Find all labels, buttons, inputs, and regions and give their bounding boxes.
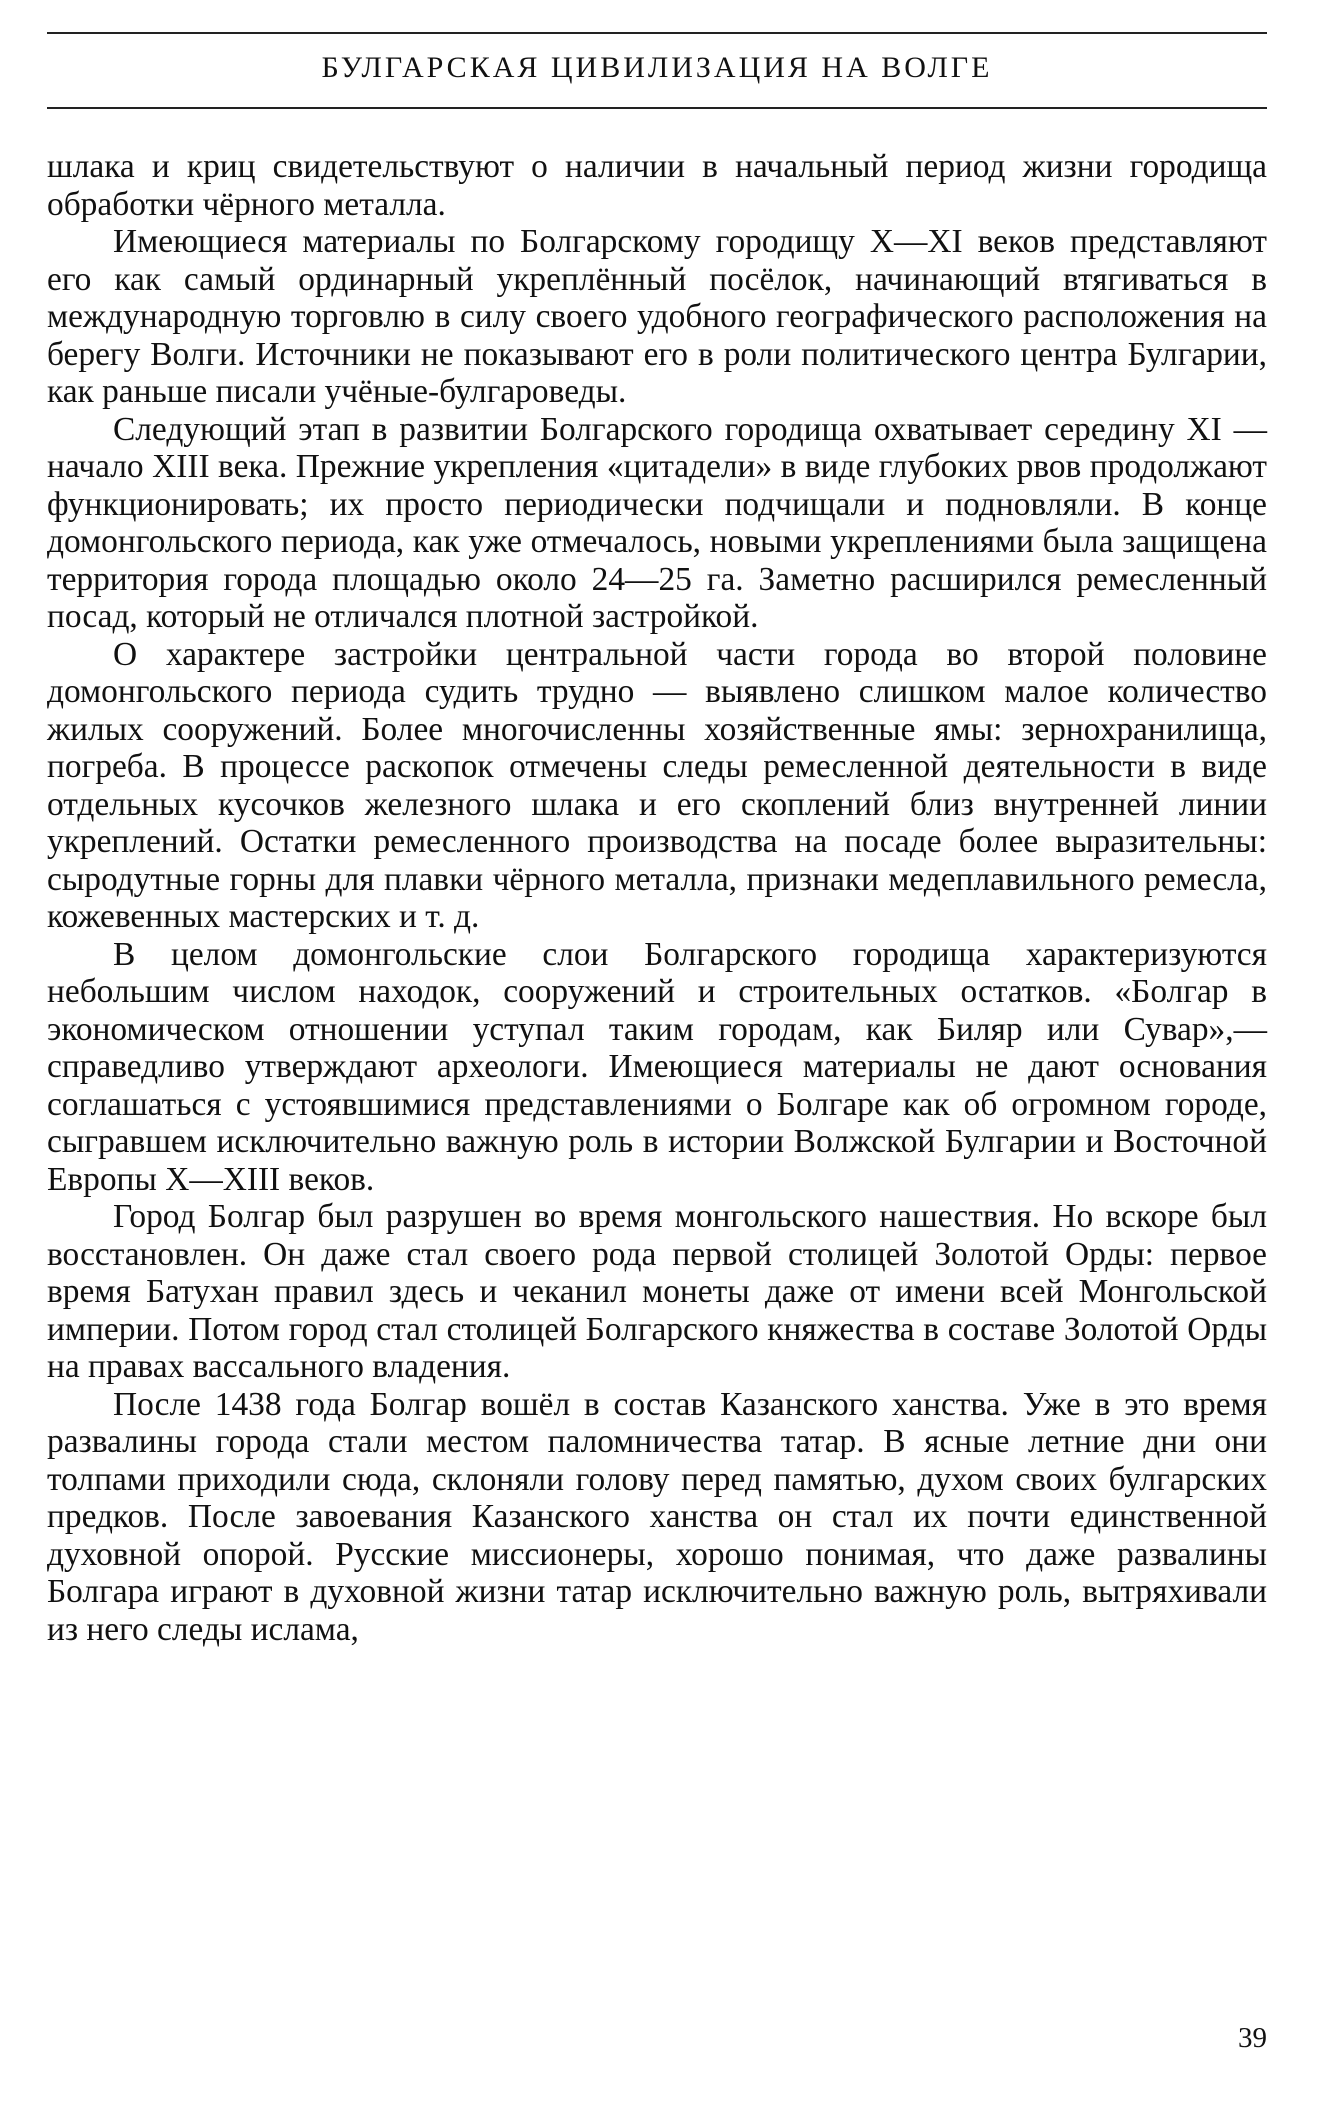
body-text [47,148,1267,1648]
header-top-rule [47,32,1267,34]
paragraph: Имеющиеся материалы по Болгарскому городищу X—XI веков представляют его как самый ординарный укреплённый посёлок, начинающий втягиваться в международную торговлю в силу своего удобного географического расположения на берегу Волги. Источники не показывают его в роли политического центра Булгарии, как раньше писали учёные-булгароведы. [47,223,1267,410]
paragraph: В целом домонгольские слои Болгарского городища характеризуются небольшим числом находок, сооружений и строительных остатков. «Болгар в экономическом отношении уступал таким городам, как Биляр или Сувар»,— справедливо утверждают археологи. Имеющиеся материалы не дают основания соглашаться с устоявшимися представлениями о Болгаре как об огромном городе, сыгравшем исключительно важную роль в истории Волжской Булгарии и Восточной Европы X—XIII веков. [47,935,1267,1198]
running-header [47,30,1267,110]
paragraph: Город Болгар был разрушен во время монгольского нашествия. Но вскоре был восстановлен. Он даже стал своего рода первой столицей Золотой Орды: первое время Батухан правил здесь и чеканил монеты даже от имени всей Монгольской империи. Потом город стал столицей Болгарского княжества в составе Золотой Орды на правах вассального владения. [47,1198,1267,1385]
page-number: 39 [1238,2022,1267,2054]
paragraph: Следующий этап в развитии Болгарского городища охватывает середину XI — начало XIII века. Прежние укрепления «цитадели» в виде глубоких рвов продолжают функционировать; их просто периодически подчищали и подновляли. В конце домонгольского периода, как уже отмечалось, новыми укреплениями была защищена территория города площадью около 24—25 га. Заметно расширился ремесленный посад, который не отличался плотной застройкой. [47,410,1267,635]
paragraph-continuation: шлака и криц свидетельствуют о наличии в начальный период жизни городища обработки чёрного металла. [47,148,1267,223]
paragraph: После 1438 года Болгар вошёл в состав Казанского ханства. Уже в это время развалины города стали местом паломничества татар. В ясные летние дни они толпами приходили сюда, склоняли голову перед памятью, духом своих булгарских предков. После завоевания Казанского ханства он стал их почти единственной духовной опорой. Русские миссионеры, хорошо понимая, что даже развалины Болгара играют в духовной жизни татар исключительно важную роль, вытряхивали из него следы ислама, [47,1385,1267,1648]
book-page [47,30,1267,2070]
running-title: БУЛГАРСКАЯ ЦИВИЛИЗАЦИЯ НА ВОЛГЕ [321,51,993,84]
header-bottom-rule [47,107,1267,109]
paragraph: О характере застройки центральной части города во второй половине домонгольского периода судить трудно — выявлено слишком малое количество жилых сооружений. Более многочисленны хозяйственные ямы: зернохранилища, погреба. В процессе раскопок отмечены следы ремесленной деятельности в виде отдельных кусочков железного шлака и его скоплений близ внутренней линии укреплений. Остатки ремесленного производства на посаде более выразительны: сыродутные горны для плавки чёрного металла, признаки медеплавильного ремесла, кожевенных мастерских и т. д. [47,635,1267,935]
